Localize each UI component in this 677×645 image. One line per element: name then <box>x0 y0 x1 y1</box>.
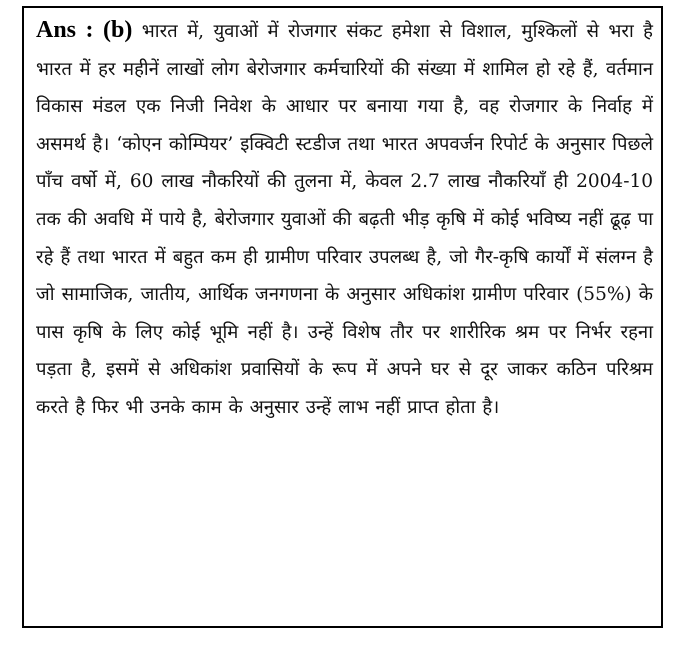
answer-label: Ans : (b) <box>36 17 133 43</box>
answer-text: भारत में, युवाओं में रोजगार संकट हमेशा से विशाल, मुश्किलों से भरा है भारत में हर महीनें लाखों लोग बेरोजगार कर्मचारियों की संख्या में शामिल हो रहे हैं, वर्तमान विकास मंडल एक निजी निवेश के आधार पर बनाया गया है, वह रोजगार के निर्वाह में असमर्थ है। ‘कोएन कोम्पियर’ इक्विटी स्टडीज तथा भारत अपवर्जन रिपोर्ट के अनुसार पिछले पाँच वर्षो में, 60 लाख नौकरियों की तुलना में, केवल 2.7 लाख नौकरियाँ ही 2004-10 तक की अवधि में पाये है, बेरोजगार युवाओं की बढ़ती भीड़ कृषि में कोई भविष्य नहीं ढूढ़ पा रहे हैं तथा भारत में बहुत कम ही ग्रामीण परिवार उपलब्ध है, जो गैर-कृषि कार्यों में संलग्न है जो सामाजिक, जातीय, आर्थिक जनगणना के अनुसार अधिकांश ग्रामीण परिवार (55%) के पास कृषि के लिए कोई भूमि नहीं है। उन्हें विशेष तौर पर शारीरिक श्रम पर निर्भर रहना पड़ता है, इसमें से अधिकांश प्रवासियों के रूप में अपने घर से दूर जाकर कठिन परिश्रम करते है फिर भी उनके काम के अनुसार उन्हें लाभ नहीं प्राप्त होता है। <box>36 21 653 418</box>
answer-paragraph <box>36 12 653 427</box>
answer-box <box>22 6 663 628</box>
